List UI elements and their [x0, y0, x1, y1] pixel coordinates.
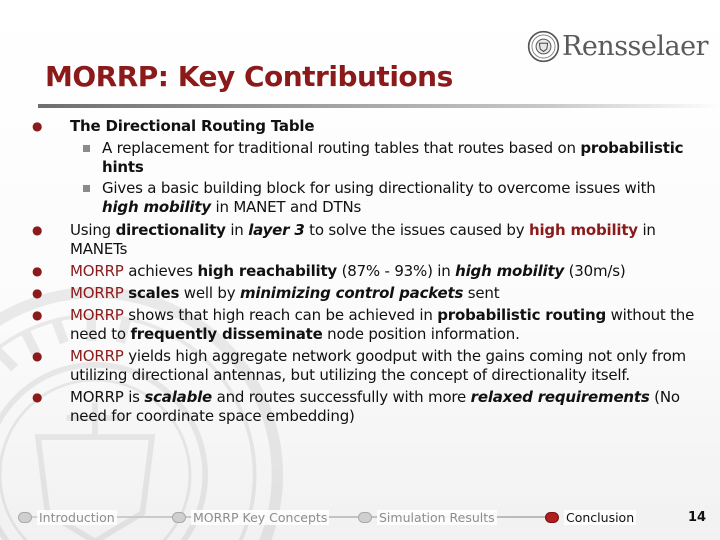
nav-item-label: Simulation Results [379, 509, 495, 525]
bullet-emphasis: relaxed requirements [470, 388, 650, 406]
bullet-text: in [225, 221, 249, 239]
title-rule [38, 104, 720, 108]
bullet-list [28, 117, 696, 429]
rensselaer-logo [527, 28, 708, 64]
bullet-directionality-layer3 [28, 221, 696, 259]
nav-pill-icon [18, 512, 32, 523]
bullet-text: and routes successfully with more [212, 388, 471, 406]
section-nav [0, 504, 720, 530]
bullet-emphasis: layer 3 [248, 221, 305, 239]
nav-item-introduction[interactable] [18, 507, 117, 527]
sub-bullet-emphasis: probabilistic hints [102, 139, 684, 176]
nav-item-conclusion[interactable] [545, 507, 636, 527]
sub-bullet-building-block [28, 179, 696, 217]
bullet-text: The Directional Routing Table [70, 117, 315, 135]
bullet-morrp: MORRP [70, 347, 124, 365]
sub-bullet-text: A replacement for traditional routing tables that routes based on [102, 139, 581, 157]
nav-item-label: Introduction [39, 509, 115, 525]
bullet-dot-icon: ● [32, 119, 43, 133]
nav-pill-icon [545, 512, 559, 523]
nav-item-label: Conclusion [566, 509, 635, 525]
rensselaer-wordmark: Rensselaer [562, 30, 709, 62]
nav-pill-icon [358, 512, 372, 523]
bullet-emphasis: high mobility [528, 221, 638, 239]
bullet-text: shows that high reach can be achieved in [123, 306, 438, 324]
bullet-text: in MANETs [70, 221, 656, 258]
sub-bullet-emphasis: high mobility [102, 198, 211, 216]
bullet-emphasis: probabilistic routing [437, 306, 606, 324]
bullet-scales [28, 284, 696, 303]
bullet-text: achieves [123, 262, 198, 280]
bullet-emphasis: frequently disseminate [130, 325, 323, 343]
bullet-emphasis: high reachability [197, 262, 338, 280]
bullet-morrp: MORRP [70, 262, 124, 280]
bullet-text: (87% - 93%) in [337, 262, 456, 280]
rensselaer-seal-icon [527, 30, 560, 63]
nav-item-morrp-key-concepts[interactable] [172, 507, 329, 527]
nav-pill-icon [172, 512, 186, 523]
bullet-text: node position information. [322, 325, 520, 343]
bullet-emphasis: scales [128, 284, 180, 302]
bullet-emphasis: directionality [115, 221, 226, 239]
bullet-dot-icon: ● [32, 349, 43, 363]
bullet-text: (No need for coordinate space embedding) [70, 388, 680, 425]
page-number: 14 [688, 510, 707, 525]
bullet-text: MORRP is [70, 388, 145, 406]
sub-bullet-text: in MANET and DTNs [210, 198, 362, 216]
bullet-dot-icon: ● [32, 390, 43, 404]
bullet-dot-icon: ● [32, 308, 43, 322]
bullet-text: Using [70, 221, 116, 239]
bullet-high-reachability [28, 262, 696, 281]
bullet-text: to solve the issues caused by [304, 221, 529, 239]
bullet-high-reach [28, 306, 696, 344]
bullet-directional-routing-table [28, 117, 696, 136]
nav-item-simulation-results[interactable] [358, 507, 497, 527]
bullet-emphasis: scalable [144, 388, 213, 406]
square-bullet-icon [83, 185, 90, 192]
slide-title: MORRP: Key Contributions [45, 60, 453, 93]
bullet-goodput [28, 347, 696, 385]
square-bullet-icon [83, 145, 90, 152]
sub-bullet-text: Gives a basic building block for using directionality to overcome issues with [102, 179, 656, 197]
nav-item-label: MORRP Key Concepts [193, 509, 328, 525]
bullet-dot-icon: ● [32, 286, 43, 300]
bullet-morrp: MORRP [70, 306, 124, 324]
bullet-text: (30m/s) [564, 262, 626, 280]
bullet-scalable [28, 388, 696, 426]
bullet-dot-icon: ● [32, 223, 43, 237]
bullet-text: well by [179, 284, 240, 302]
bullet-morrp: MORRP [70, 284, 124, 302]
bullet-dot-icon: ● [32, 264, 43, 278]
bullet-emphasis: minimizing control packets [239, 284, 464, 302]
sub-bullet-replacement [28, 139, 696, 177]
bullet-text: sent [463, 284, 500, 302]
bullet-emphasis: high mobility [455, 262, 565, 280]
bullet-text: without the need to [70, 306, 695, 343]
bullet-text: yields high aggregate network goodput with the gains coming not only from utilizing directional antennas, but utilizing the concept of directionality itself. [70, 347, 686, 384]
